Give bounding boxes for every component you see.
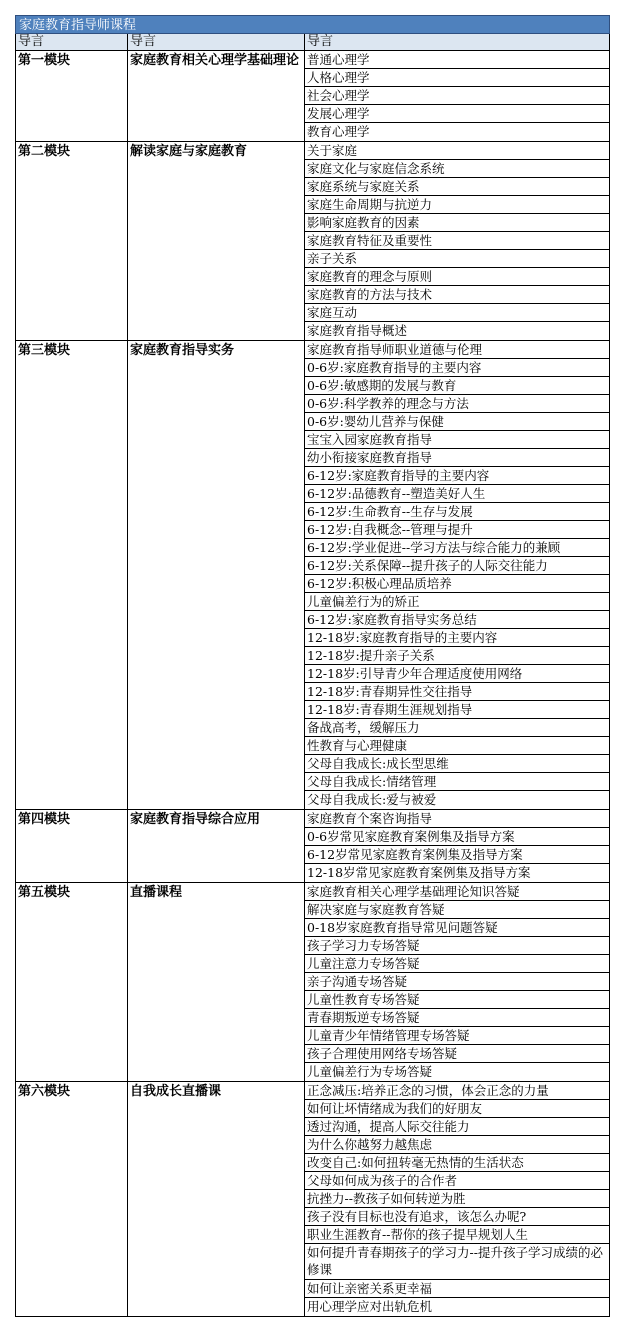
module-row: [15, 883, 610, 1082]
module-topic: 家庭教育相关心理学基础理论: [128, 51, 305, 141]
module-name: 第一模块: [16, 51, 128, 141]
course-item: 改变自己:如何扭转毫无热情的生活状态: [305, 1154, 609, 1172]
course-item: 6-12岁:家庭教育指导实务总结: [305, 611, 609, 629]
course-item: 儿童性教育专场答疑: [305, 991, 609, 1009]
course-item: 儿童偏差行为的矫正: [305, 593, 609, 611]
course-item: 12-18岁:家庭教育指导的主要内容: [305, 629, 609, 647]
course-item: 0-18岁家庭教育指导常见问题答疑: [305, 919, 609, 937]
header-row: [15, 34, 610, 51]
course-item: 备战高考，缓解压力: [305, 719, 609, 737]
course-item: 儿童青少年情绪管理专场答疑: [305, 1027, 609, 1045]
course-item: 家庭教育个案咨询指导: [305, 810, 609, 828]
header-cell-module: 导言: [16, 34, 128, 50]
course-item: 儿童注意力专场答疑: [305, 955, 609, 973]
course-item: 孩子合理使用网络专场答疑: [305, 1045, 609, 1063]
course-item: 家庭生命周期与抗逆力: [305, 196, 609, 214]
course-item: 抗挫力--教孩子如何转逆为胜: [305, 1190, 609, 1208]
course-item: 6-12岁常见家庭教育案例集及指导方案: [305, 846, 609, 864]
course-item: 6-12岁:生命教育--生存与发展: [305, 503, 609, 521]
module-row: [15, 142, 610, 341]
course-item: 普通心理学: [305, 51, 609, 69]
course-item: 家庭系统与家庭关系: [305, 178, 609, 196]
course-item: 正念减压:培养正念的习惯，体会正念的力量: [305, 1082, 609, 1100]
course-item: 家庭互动: [305, 304, 609, 322]
course-item: 教育心理学: [307, 124, 370, 139]
module-items: [305, 142, 609, 340]
module-topic: 自我成长直播课: [128, 1082, 305, 1316]
module-items: [305, 1082, 609, 1316]
module-topic: 家庭教育指导实务: [128, 341, 305, 809]
course-item: 12-18岁:青春期生涯规划指导: [305, 701, 609, 719]
module-row: [15, 810, 610, 883]
sheet-title: 家庭教育指导师课程: [15, 15, 610, 34]
course-item: 家庭文化与家庭信念系统: [305, 160, 609, 178]
course-item: 6-12岁:自我概念--管理与提升: [305, 521, 609, 539]
course-item: 孩子学习力专场答疑: [305, 937, 609, 955]
course-item: 6-12岁:品德教育--塑造美好人生: [305, 485, 609, 503]
course-item: 12-18岁:提升亲子关系: [305, 647, 609, 665]
module-items: [305, 810, 609, 882]
module-row: [15, 341, 610, 810]
module-items: [305, 51, 609, 141]
course-item: 家庭教育指导师职业道德与伦理: [305, 341, 609, 359]
course-item: 性教育与心理健康: [305, 737, 609, 755]
course-item: 6-12岁:家庭教育指导的主要内容: [305, 467, 609, 485]
module-topic: 解读家庭与家庭教育: [128, 142, 305, 340]
course-sheet: [15, 15, 610, 1317]
course-item: 孩子没有目标也没有追求，该怎么办呢?: [305, 1208, 609, 1226]
course-item: 家庭教育相关心理学基础理论知识答疑: [305, 883, 609, 901]
course-item: 青春期叛逆专场答疑: [305, 1009, 609, 1027]
course-item: 家庭教育的理念与原则: [305, 268, 609, 286]
course-item: 0-6岁常见家庭教育案例集及指导方案: [305, 828, 609, 846]
course-item: 父母如何成为孩子的合作者: [305, 1172, 609, 1190]
course-item: 幼小衔接家庭教育指导: [305, 449, 609, 467]
module-items: [305, 341, 609, 809]
course-item: 6-12岁:学业促进--学习方法与综合能力的兼顾: [305, 539, 609, 557]
module-row: [15, 1082, 610, 1317]
course-item: 如何让亲密关系更幸福: [305, 1280, 609, 1298]
course-item: 6-12岁:关系保障--提升孩子的人际交往能力: [305, 557, 609, 575]
module-row: [15, 51, 610, 142]
course-item: 用心理学应对出轨危机: [307, 1299, 433, 1314]
module-topic: 直播课程: [128, 883, 305, 1081]
course-item: 12-18岁常见家庭教育案例集及指导方案: [307, 865, 531, 880]
course-item: 父母自我成长:爱与被爱: [307, 792, 437, 807]
course-item: 职业生涯教育--帮你的孩子提早规划人生: [305, 1226, 609, 1244]
course-item: 宝宝入园家庭教育指导: [305, 431, 609, 449]
course-item: 影响家庭教育的因素: [305, 214, 609, 232]
module-name: 第二模块: [16, 142, 128, 340]
course-item: 关于家庭: [305, 142, 609, 160]
course-item: 人格心理学: [305, 69, 609, 87]
module-name: 第四模块: [16, 810, 128, 882]
header-cell-topic: 导言: [128, 34, 305, 50]
course-item: 透过沟通，提高人际交往能力: [305, 1118, 609, 1136]
module-topic: 家庭教育指导综合应用: [128, 810, 305, 882]
modules-body: [15, 51, 610, 1317]
course-item: 家庭教育的方法与技术: [305, 286, 609, 304]
course-item: 亲子关系: [305, 250, 609, 268]
course-item: 如何让坏情绪成为我们的好朋友: [305, 1100, 609, 1118]
course-item: 6-12岁:积极心理品质培养: [305, 575, 609, 593]
header-cell-content: 导言: [307, 34, 334, 49]
course-item: 0-6岁:科学教养的理念与方法: [305, 395, 609, 413]
course-item: 儿童偏差行为专场答疑: [307, 1064, 433, 1079]
course-item: 父母自我成长:成长型思维: [305, 755, 609, 773]
module-name: 第三模块: [16, 341, 128, 809]
course-item: 家庭教育特征及重要性: [305, 232, 609, 250]
course-item: 社会心理学: [305, 87, 609, 105]
course-item: 父母自我成长:情绪管理: [305, 773, 609, 791]
module-name: 第六模块: [16, 1082, 128, 1316]
course-item: 亲子沟通专场答疑: [305, 973, 609, 991]
course-item: 如何提升青春期孩子的学习力--提升孩子学习成绩的必修课: [305, 1244, 609, 1280]
course-item: 解决家庭与家庭教育答疑: [305, 901, 609, 919]
course-item: 发展心理学: [305, 105, 609, 123]
course-item: 12-18岁:青春期异性交往指导: [305, 683, 609, 701]
course-item: 家庭教育指导概述: [307, 323, 408, 338]
module-name: 第五模块: [16, 883, 128, 1081]
course-item: 为什么你越努力越焦虑: [305, 1136, 609, 1154]
course-item: 0-6岁:婴幼儿营养与保健: [305, 413, 609, 431]
course-item: 12-18岁:引导青少年合理适度使用网络: [305, 665, 609, 683]
module-items: [305, 883, 609, 1081]
course-item: 0-6岁:家庭教育指导的主要内容: [305, 359, 609, 377]
course-item: 0-6岁:敏感期的发展与教育: [305, 377, 609, 395]
